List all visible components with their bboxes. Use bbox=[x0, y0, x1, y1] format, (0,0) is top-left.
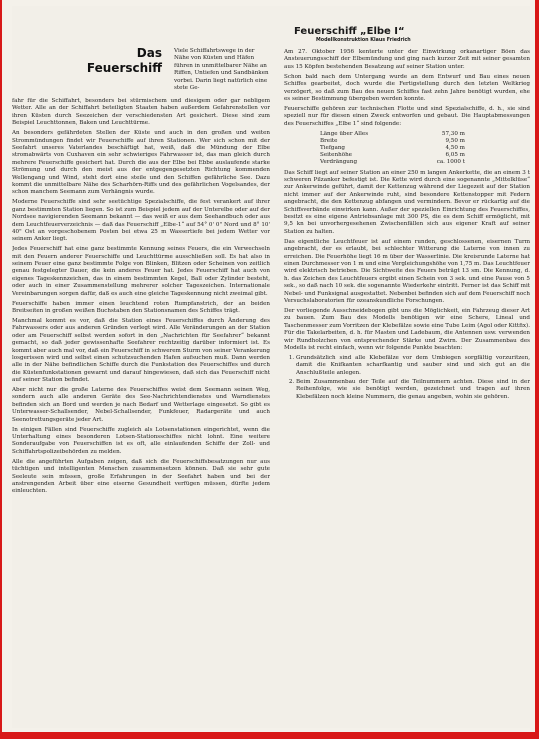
spec-value: 57,30 m bbox=[441, 130, 465, 137]
spec-label: Breite bbox=[320, 137, 338, 144]
spec-value: 9,50 m bbox=[445, 137, 465, 144]
model-title: Feuerschiff „Elbe I“ bbox=[294, 26, 405, 37]
spec-value: 6,05 m bbox=[445, 152, 465, 159]
article-headline bbox=[22, 46, 162, 76]
left-paragraph: Manchmal kommt es vor, daß die Station eines Feuerschiffes durch Änderung des Fahrwassers oder aus anderen Gründen verlegt wird. Alle Veränderungen an der Station oder am Feuerschiff selbst werden sofort in den „Nachrichten für Seefahrer“ bekannt gemacht, so daß jeder gewissenhafte Seefahrer rechtzeitig darüber informiert ist. Es kommt aber auch mal vor, daß ein Feuerschiff in schwerem Sturm von seiner Verankerung losgerissen wird und selbst einen schutzsuchenden Hafen aufsuchen muß. Dann werden alle in der Nähe befindlichen Schiffe durch die Funkstation des Feuerschiffes und durch die Küstenfunkstationen gewarnt und darauf hingewiesen, daß sich das Feuerschiff nicht auf seiner Station befindet. bbox=[12, 317, 270, 384]
left-header bbox=[12, 6, 270, 98]
left-paragraph: fahr für die Schiffahrt, besonders bei stürmischem und diesigem oder gar nebligem Wetter. Alle an der Schiffahrt beteiligten Staaten haben außerdem Gefahrenstellen vor ihren Küsten durch Seezeichen der verschiedensten Art gesichert. Diese sind zum Beispiel Leuchttonnen, Baken und Leuchttürme. bbox=[12, 98, 270, 127]
spec-row bbox=[320, 152, 465, 159]
spec-row bbox=[320, 138, 465, 145]
assembly-step: 2. Beim Zusammenbau der Teile auf die Teilnummern achten. Diese sind in der Reihenfolge, wie sie benötigt werden, gezeichnet und tragen auf ihren Klebefälzen noch kleine Nummern, die genau angeben, wohin sie gehören. bbox=[296, 379, 530, 401]
left-paragraph: An besonders gefährdeten Stellen der Küste und auch in den großen und weiten Strommündungen findet wir Feuerschiffe auf ihren Stationen. Wer sich schon mit der Seefahrt unseres Vaterlandes beschäftigt hat, weiß, daß die Mündung der Elbe stromabwärts von Cuxhaven ein sehr schwieriges Fahrwasser ist, das man gleich durch mehrere Feuerschiffe gesichert hat. Durch die aus der Elbe bei Ebbe auslaufende starke Strömung und durch den meist aus der entgegengesetzten Richtung kommenden Wellengang und Wind, steht dort eine steile und den Schiffen gefährliche See. Dazu kommt die unmittelbare Nähe des Scharhörn-Riffs und des gefährlichen Vogelsandes, der schon manchem Seemann zum Verhängnis wurde. bbox=[12, 130, 270, 196]
headline-line-2: Feuerschiff bbox=[86, 61, 162, 75]
scan-edge-left bbox=[0, 0, 2, 739]
left-paragraph: Moderne Feuerschiffe sind sehr seetüchtige Spezialschiffe, die fest verankert auf ihrer ganz bestimmten Station liegen. So ist zum Beispiel jedem auf der Unterelbe oder auf der Nordsee navigierenden Seemann bekannt — das weiß er aus dem Seehandbuch oder aus dem Leuchtfeuerverzeichnis — daß das Feuerschiff „Elbe-1“ auf 54° 0' 0" Nord und 8° 10' 40" Ost an vorgeschobenem Posten bei etwa 25 m Wassertiefe bei jedem Wetter vor seinem Anker liegt. bbox=[12, 199, 270, 243]
spec-row bbox=[320, 131, 465, 138]
spec-label: Verdrängung bbox=[320, 159, 358, 166]
spec-row bbox=[320, 145, 465, 152]
left-paragraph: Jedes Feuerschiff hat eine ganz bestimmte Kennung seines Feuers, die ein Verwechseln mit den Feuern anderer Feuerschiffe und Leuchttürme ausschließen soll. Es hat also in seinem Feuer eine ganz bestimmte Folge von Blinken, Blitzen oder Scheinen von zeitlich genau festgelegter Dauer, die kein anderes Feuer hat. Jedes Feuerschiff hat auch von eigenes Tageskennzeichen, das in einem bestimmten Kegel, Ball oder Zylinder besteht, oder auch in einer Zusammenstellung mehrerer solcher Tageszeichen. Internationale Vereinbarungen sorgen dafür, daß es auch eine gleiche Tageskennung nicht zweimal gibt. bbox=[12, 246, 270, 297]
spec-label: Seitenhöhe bbox=[320, 152, 352, 159]
headline-line-1: Das bbox=[136, 46, 162, 60]
right-paragraph: Der vorliegende Ausschneidebogen gibt uns die Möglichkeit, ein Fahrzeug dieser Art zu bauen. Zum Bau des Modells benötigen wir eine Schere, Lineal und Taschenmesser zum Vorritzen der Klebefälze sowie eine Tube Leim (Agol oder Kittfix). Für die Takelarbeiten, d. h. für Masten und Ladebaum, die Antennen usw. verwenden wir Rundholzchen von entsprechender Stärke und Zwirn. Der Zusammenbau des Modells ist recht einfach, wenn wir folgende Punkte beachten: bbox=[284, 307, 530, 351]
scan-edge-right bbox=[535, 0, 539, 739]
left-paragraph: Aber nicht nur die große Laterne des Feuerschiffes weist dem Seemann seinen Weg, sondern auch alle anderen Geräte des See-Nachrichtendienstes und Warndienstes befinden sich an Bord und werden je nach Bedarf und Wetterlage eingesetzt. So gibt es Unterwasser-Schallsender, Nebel-Schallsender, Funkfeuer, Radargeräte und auch Seenotrettungsgeräte jeder Art. bbox=[12, 387, 270, 423]
spec-row bbox=[320, 159, 465, 166]
right-paragraph: Feuerschiffe gehören zur technischen Flotte und sind Spezialschiffe, d. h., sie sind speziell nur für diesen einen Zweck entworfen und gebaut. Die Hauptabmessungen des Feuerschiffes „Elbe 1“ sind folgende: bbox=[284, 105, 530, 127]
scan-edge-bottom bbox=[0, 732, 539, 739]
magazine-page bbox=[12, 6, 530, 728]
spec-value: ca. 1000 t bbox=[436, 159, 465, 166]
assembly-steps bbox=[284, 355, 530, 401]
right-paragraph: Am 27. Oktober 1956 kenterte unter der Einwirkung orkanartiger Böen das Ansteuerungsschiff der Elbemündung und ging nach kurzer Zeit mit seiner gesamten aus 15 Köpfen bestehenden Besatzung auf seiner Station unter. bbox=[284, 49, 530, 70]
left-paragraph: Alle die angeführten Aufgaben zeigen, daß sich die Feuerschiffsbesatzungen nur aus tüchtigen und intelligenten Menschen zusammensetzen können. Daß sie sehr gute Seeleute sein müssen, große Erfahrungen in der Seefahrt haben und bei der anstrengenden Arbeit über eine eiserne Gesundheit verfügen müssen, dürfte jedem einleuchten. bbox=[12, 458, 270, 495]
left-paragraph: In einigen Fällen sind Feuerschiffe zugleich als Lotsenstationen eingerichtet, wenn die Unterhaltung eines besonderen Lotsen-Stationsschiffes nicht lohnt. Eine weitere Sonderaufgabe von Feuerschiffen ist es oft, alle einlaufenden Schiffe der Zoll- und Schiffahrtspolizeibehörden zu melden. bbox=[12, 426, 270, 455]
spec-value: 4,50 m bbox=[445, 144, 465, 151]
right-paragraph: Das Schiff liegt auf seiner Station an einer 250 m langen Ankerkette, die an einem 3 t schweren Pilzanker befestigt ist. Die Kette wird durch eine sogenannte „Mittelklüse“ zur Ankerwinde geführt, damit der Kettenzug während der Liegezeit auf der Station nicht immer auf der Ankerwinde ruht, sind besondere Kettenstopper mit Federn angebracht, die den Kettenzug abfangen und vermindern. Bevor er rückartig auf die Schiffsverbände einwirken kann. Außer der speziellen Einrichtung des Feuerschiffes, besitzt es eine eigene Antriebsanlage mit 300 PS, die es dem Schiff ermöglicht, mit 9,5 kn bei unvorhergesehenen Zwischenfällen sich aus eigener Kraft auf seiner Station zu halten. bbox=[284, 169, 530, 235]
left-paragraph: Feuerschiffe haben immer einen leuchtend roten Rumpfanstrich, der an beiden Breitseiten in großen weißen Buchstaben den Stationsnamen des Schiffes trägt. bbox=[12, 300, 270, 314]
right-column bbox=[284, 6, 530, 728]
left-column bbox=[12, 6, 270, 728]
assembly-step: 1. Grundsätzlich sind alle Klebefälze vor dem Umbiegen sorgfältig vorzuritzen, damit die Knifkanten scharfkantig und sauber sind und sich gut an die Anschlußteile anlegen. bbox=[296, 355, 530, 377]
right-paragraph: Schon bald nach dem Untergang wurde an dem Entwurf und Bau eines neuen Schiffes gearbeitet, doch wurde die Fertigstellung durch den letzten Weltkrieg verzögert, so daß zum Bau des neuen Schiffes fast zehn Jahre benötigt wurden, ehe es seiner Bestimmung übergeben werden konnte. bbox=[284, 73, 530, 102]
right-paragraph: Das eigentliche Leuchtfeuer ist auf einem runden, geschlossenen, eisernen Turm angebracht, der es erlaubt, bei schlechter Witterung die Laterne von innen zu erreichen. Die Feuerhöhe liegt 16 m über der Wasserlinie. Die kreisrunde Laterne hat einen Durchmesser von 1 m und eine Vergleichungshöhe von 1,75 m. Das Leuchtfeuer wird elektrisch betrieben. Die Sichtweite des Feuers beträgt 13 sm. Die Kennung, d. h. das Zeichen des Leuchtfeuers ergibt einen Schein von 3 sek. und eine Pause von 5 sek., so daß nach 10 sek. die sogenannte Wiederkehr eintritt. Ferner ist das Schiff mit Nebel- und Funksignal ausgestattet. Nebenbei befinden sich auf dem Feuerschiff noch Versuchslaboratorien für ozeanskundliche Forschungen. bbox=[284, 238, 530, 304]
spec-label: Tiefgang bbox=[320, 144, 345, 151]
dimensions-table bbox=[320, 131, 465, 167]
intro-paragraph: Viele Schiffahrtswege in der Nähe von Küsten und Häfen führen in unmittelbarer Nähe an Riffen, Untiefen und Sandbänken vorbei. Darin liegt natürlich eine stete Ge- bbox=[174, 48, 269, 92]
spec-label: Länge über Alles bbox=[320, 130, 369, 137]
model-byline: Modellkonstruktion Klaus Friedrich bbox=[316, 38, 411, 43]
